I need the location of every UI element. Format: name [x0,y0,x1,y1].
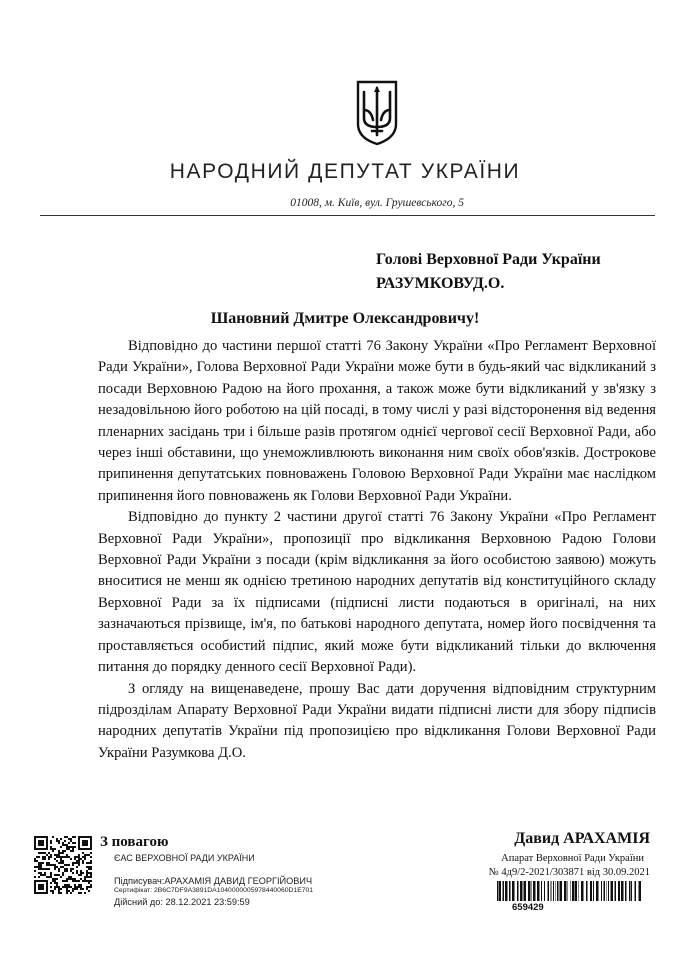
closing: З повагою [100,834,169,850]
letter-body [98,336,656,764]
registration-number: № 4д9/2-2021/303871 від 30.09.2021 [488,867,650,878]
valid-until: Дійсний до: 28.12.2021 23:59:59 [114,897,250,907]
addressee-position: Голові Верховної Ради України [376,251,601,268]
address: 01008, м. Київ, вул. Грушевського, 5 [290,197,464,209]
signature-system: ЄАС ВЕРХОВНОЇ РАДИ УКРАЇНИ [114,853,255,863]
addressee [376,248,601,296]
ukraine-trident-icon [355,80,399,146]
header-divider [40,215,655,216]
salutation: Шановний Дмитре Олександровичу! [210,310,480,327]
addressee-name: РАЗУМКОВУД.О. [376,275,505,292]
page-title: НАРОДНИЙ ДЕПУТАТ УКРАЇНИ [169,160,521,183]
signer-name: Давид АРАХАМІЯ [514,830,650,847]
barcode [497,881,645,901]
paragraph-1: Відповідно до частини першої статті 76 Закону України «Про Регламент Верховної Ради України», Голова Верховної Ради України може бути в будь-який час відкликаний з посади Верховною Радою на його прохання, а також може бути відкликаний у зв'язку з незадовільною його роботою на цій посаді, в тому числі у разі відсторонення від ведення пленарних засідань три і більше разів протягом однієї чергової сесії Верховної Ради, або через інші обставини, що унеможливлюють виконання ним своїх обов'язків. Дострокове припинення депутатських повноважень Головою Верховної Ради України має наслідком припинення його повноважень як Голови Верховної Ради України. [98,338,656,504]
qr-code [34,836,92,894]
signed-by: Підписувач:АРАХАМІЯ ДАВИД ГЕОРГІЙОВИЧ [114,876,313,886]
certificate: Сертифікат: 2B6C7DF9A3891DA1040000005978440060D1E701 [114,887,314,894]
barcode-number: 659429 [512,902,544,913]
paragraph-2: Відповідно до пункту 2 частини другої статті 76 Закону України «Про Регламент Верховної Ради України», пропозиції про відкликання Верховною Радою Голови Верховної Ради України з посади (крім відкликання за його особистою заявою) можуть вноситися не менш як однією третиною народних депутатів від конституційного складу Верховної Ради за їх підписами (підписні листи подаються в оригіналі, на них зазначаються прізвище, ім'я, по батькові народного депутата, номер його посвідчення та проставляється особистий підпис, який може бути відкликаний тільки до включення питання до порядку денного сесії Верховної Ради). [98,509,656,676]
signer-office: Апарат Верховної Ради України [501,853,644,864]
paragraph-3: З огляду на вищенаведене, прошу Вас дати доручення відповідним структурним підрозділам Апарату Верховної Ради України видати підписні листи для збору підписів народних депутатів України під пропозицією про відкликання Голови Верховної Ради України Разумкова Д.О. [98,680,656,761]
